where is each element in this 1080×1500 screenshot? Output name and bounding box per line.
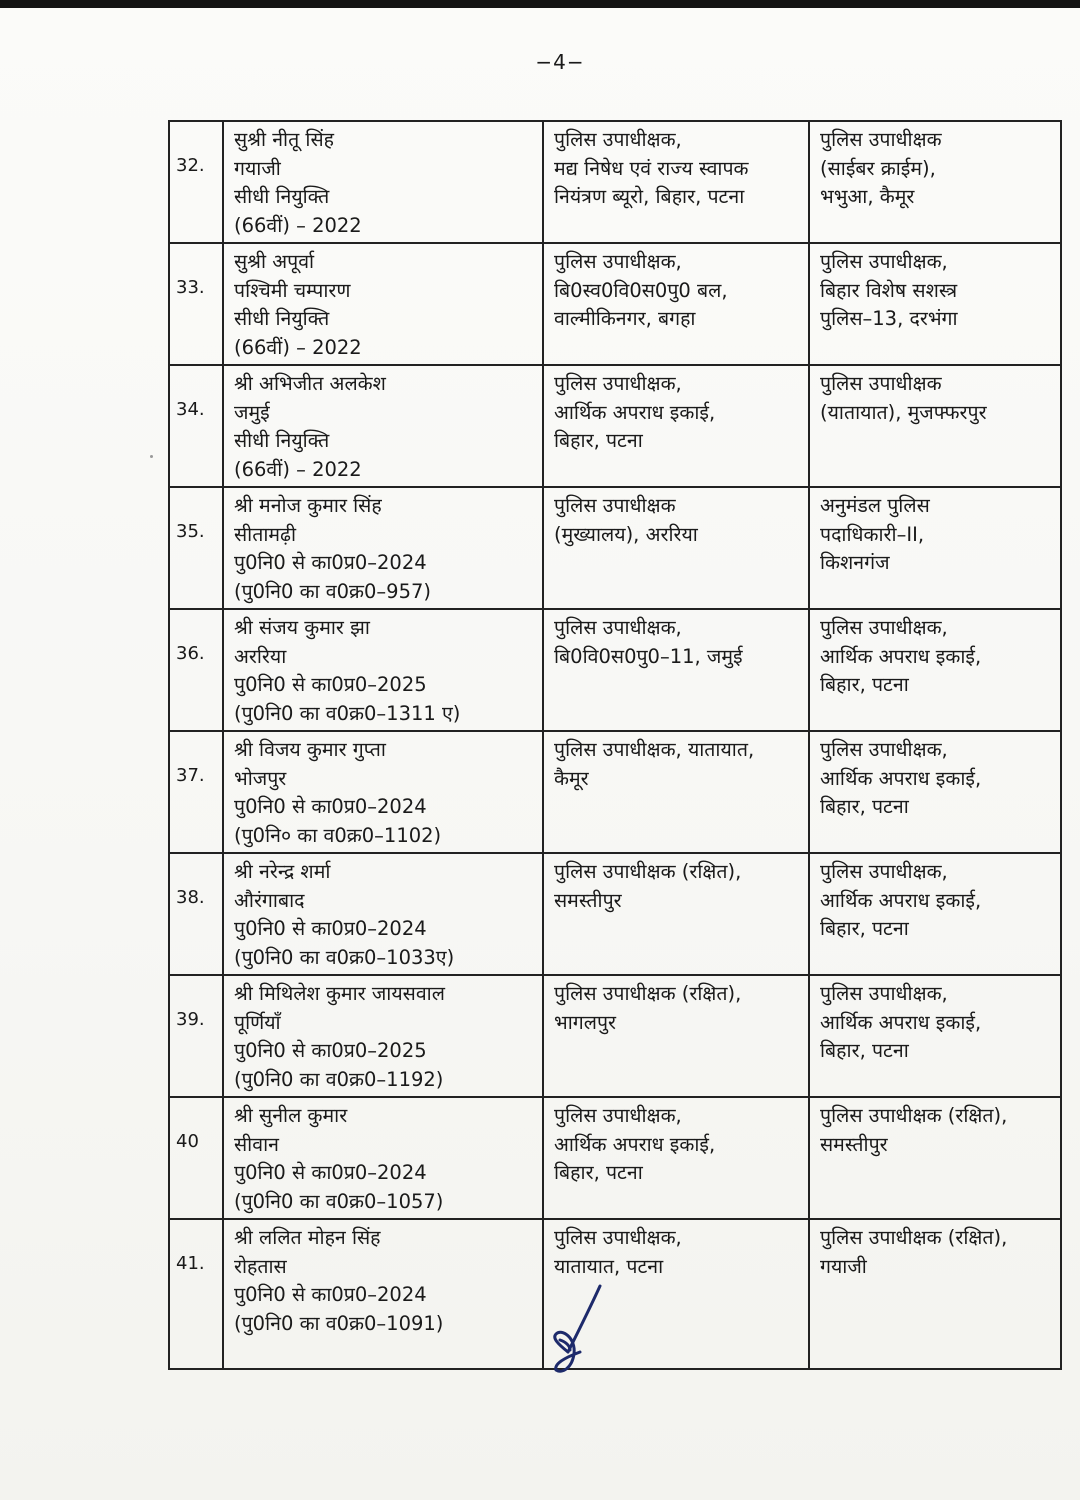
to-line: आर्थिक अपराध इकाई, [820,1010,982,1034]
table-row [169,975,1061,1097]
officer-details-cell [223,1219,543,1369]
from-line: पुलिस उपाधीक्षक [554,494,676,517]
name-line: श्री मनोज कुमार सिंह [234,494,382,517]
from-line: कैमूर [554,766,589,790]
new-posting-cell [809,1219,1061,1369]
to-line: बिहार, पटना [820,917,909,940]
name-line: सीधी नियुक्ति [234,307,330,330]
to-line: पुलिस उपाधीक्षक [820,128,942,151]
officer-details-cell [223,243,543,365]
name-line: (66वीं) – 2022 [234,213,362,237]
name-line: जमुई [234,400,270,424]
current-posting-cell [543,121,809,243]
to-line: आर्थिक अपराध इकाई, [820,644,982,668]
to-line: पुलिस उपाधीक्षक (रक्षित), [820,1104,1008,1127]
name-line: पूर्णियाँ [234,1010,281,1034]
from-line: यातायात, पटना [554,1254,664,1278]
to-line: किशनगंज [820,551,890,574]
new-posting-cell [809,487,1061,609]
name-line: रोहतास [234,1254,287,1278]
from-line: बिहार, पटना [554,429,643,452]
current-posting-cell [543,609,809,731]
current-posting-cell [543,853,809,975]
new-posting-cell [809,853,1061,975]
from-line: मद्य निषेध एवं राज्य स्वापक [554,156,749,180]
name-line: भोजपुर [234,766,287,790]
name-line: पश्चिमी चम्पारण [234,278,351,302]
name-line: सीवान [234,1132,279,1156]
from-line: बि0स्व0वि0स0पु0 बल, [554,278,728,302]
name-line: श्री संजय कुमार झा [234,616,370,639]
serial-number-cell: 37. [169,731,223,853]
name-line: पु0नि0 से का0प्र0–2024 [234,1161,427,1184]
name-line: गयाजी [234,156,281,180]
from-line: समस्तीपुर [554,888,622,912]
to-line: पुलिस उपाधीक्षक [820,372,942,395]
table-row [169,609,1061,731]
current-posting-cell [543,487,809,609]
scan-speck [150,455,153,458]
new-posting-cell [809,365,1061,487]
to-line: बिहार, पटना [820,673,909,696]
officer-details-cell [223,975,543,1097]
to-line: अनुमंडल पुलिस [820,494,930,517]
serial-number-cell: 33. [169,243,223,365]
to-line: समस्तीपुर [820,1132,888,1156]
to-line: (साईबर क्राईम), [820,156,936,180]
table-row [169,731,1061,853]
handwritten-signature-icon [540,1278,620,1388]
to-line: बिहार, पटना [820,795,909,818]
to-line: बिहार, पटना [820,1039,909,1062]
name-line: सुश्री नीतू सिंह [234,128,335,151]
name-line: श्री ललित मोहन सिंह [234,1226,381,1249]
serial-number-cell: 39. [169,975,223,1097]
to-line: गयाजी [820,1254,867,1278]
new-posting-cell [809,975,1061,1097]
from-line: पुलिस उपाधीक्षक, यातायात, [554,738,755,761]
name-line: (पु0नि0 का व0क्र0–1192) [234,1067,444,1091]
name-line: श्री अभिजीत अलकेश [234,372,386,395]
name-line: श्री मिथिलेश कुमार जायसवाल [234,982,445,1005]
name-line: सीतामढ़ी [234,522,297,546]
transfer-table [168,120,1062,1370]
name-line: (66वीं) – 2022 [234,457,362,481]
from-line: बि0वि0स0पु0–11, जमुई [554,644,743,668]
to-line: आर्थिक अपराध इकाई, [820,888,982,912]
table-row [169,487,1061,609]
name-line: (पु0नि0 का व0क्र0–1057) [234,1189,444,1213]
serial-number-cell: 35. [169,487,223,609]
name-line: (पु0नि० का व0क्र0–1102) [234,823,442,847]
officer-details-cell [223,121,543,243]
from-line: वाल्मीकिनगर, बगहा [554,307,696,330]
table-row [169,243,1061,365]
new-posting-cell [809,121,1061,243]
name-line: (पु0नि0 का व0क्र0–1033ए) [234,945,455,969]
new-posting-cell [809,731,1061,853]
table-row [169,365,1061,487]
table-row [169,853,1061,975]
name-line: पु0नि0 से का0प्र0–2024 [234,917,427,940]
from-line: पुलिस उपाधीक्षक, [554,1104,682,1127]
from-line: बिहार, पटना [554,1161,643,1184]
from-line: पुलिस उपाधीक्षक, [554,250,682,273]
name-line: पु0नि0 से का0प्र0–2024 [234,795,427,818]
top-edge-band [0,0,1080,8]
officer-details-cell [223,731,543,853]
serial-number-cell: 32. [169,121,223,243]
officer-details-cell [223,365,543,487]
serial-number-cell: 41. [169,1219,223,1369]
name-line: (पु0नि0 का व0क्र0–1091) [234,1311,444,1335]
to-line: पदाधिकारी–II, [820,522,925,546]
to-line: बिहार विशेष सशस्त्र [820,278,958,302]
from-line: आर्थिक अपराध इकाई, [554,1132,716,1156]
officer-details-cell [223,609,543,731]
serial-number-cell: 36. [169,609,223,731]
from-line: आर्थिक अपराध इकाई, [554,400,716,424]
name-line: पु0नि0 से का0प्र0–2024 [234,551,427,574]
from-line: पुलिस उपाधीक्षक, [554,372,682,395]
name-line: पु0नि0 से का0प्र0–2024 [234,1283,427,1306]
from-line: पुलिस उपाधीक्षक (रक्षित), [554,982,742,1005]
from-line: पुलिस उपाधीक्षक, [554,616,682,639]
serial-number-cell: 40 [169,1097,223,1219]
transfer-table-body [169,121,1061,1369]
current-posting-cell [543,365,809,487]
name-line: (66वीं) – 2022 [234,335,362,359]
table-row [169,121,1061,243]
current-posting-cell [543,243,809,365]
name-line: सुश्री अपूर्वा [234,250,315,273]
name-line: श्री नरेन्द्र शर्मा [234,860,331,883]
to-line: पुलिस–13, दरभंगा [820,307,958,330]
to-line: पुलिस उपाधीक्षक, [820,860,948,883]
officer-details-cell [223,853,543,975]
from-line: पुलिस उपाधीक्षक, [554,1226,682,1249]
new-posting-cell [809,243,1061,365]
from-line: पुलिस उपाधीक्षक, [554,128,682,151]
to-line: पुलिस उपाधीक्षक (रक्षित), [820,1226,1008,1249]
name-line: पु0नि0 से का0प्र0–2025 [234,1039,427,1062]
from-line: पुलिस उपाधीक्षक (रक्षित), [554,860,742,883]
name-line: अररिया [234,644,287,668]
name-line: सीधी नियुक्ति [234,429,330,452]
to-line: भभुआ, कैमूर [820,185,915,208]
serial-number-cell: 38. [169,853,223,975]
name-line: औरंगाबाद [234,888,305,912]
to-line: पुलिस उपाधीक्षक, [820,250,948,273]
from-line: भागलपुर [554,1010,617,1034]
name-line: श्री विजय कुमार गुप्ता [234,738,386,761]
officer-details-cell [223,487,543,609]
to-line: पुलिस उपाधीक्षक, [820,738,948,761]
to-line: पुलिस उपाधीक्षक, [820,616,948,639]
name-line: (पु0नि0 का व0क्र0–1311 ए) [234,701,461,725]
officer-details-cell [223,1097,543,1219]
to-line: (यातायात), मुजफ्फरपुर [820,400,987,424]
to-line: पुलिस उपाधीक्षक, [820,982,948,1005]
new-posting-cell [809,1097,1061,1219]
table-row [169,1097,1061,1219]
current-posting-cell [543,731,809,853]
current-posting-cell [543,975,809,1097]
from-line: (मुख्यालय), अररिया [554,522,698,546]
from-line: नियंत्रण ब्यूरो, बिहार, पटना [554,185,745,208]
current-posting-cell [543,1097,809,1219]
name-line: श्री सुनील कुमार [234,1104,348,1127]
to-line: आर्थिक अपराध इकाई, [820,766,982,790]
name-line: पु0नि0 से का0प्र0–2025 [234,673,427,696]
name-line: (पु0नि0 का व0क्र0–957) [234,579,432,603]
name-line: सीधी नियुक्ति [234,185,330,208]
page-number: −4− [535,50,585,74]
serial-number-cell: 34. [169,365,223,487]
new-posting-cell [809,609,1061,731]
